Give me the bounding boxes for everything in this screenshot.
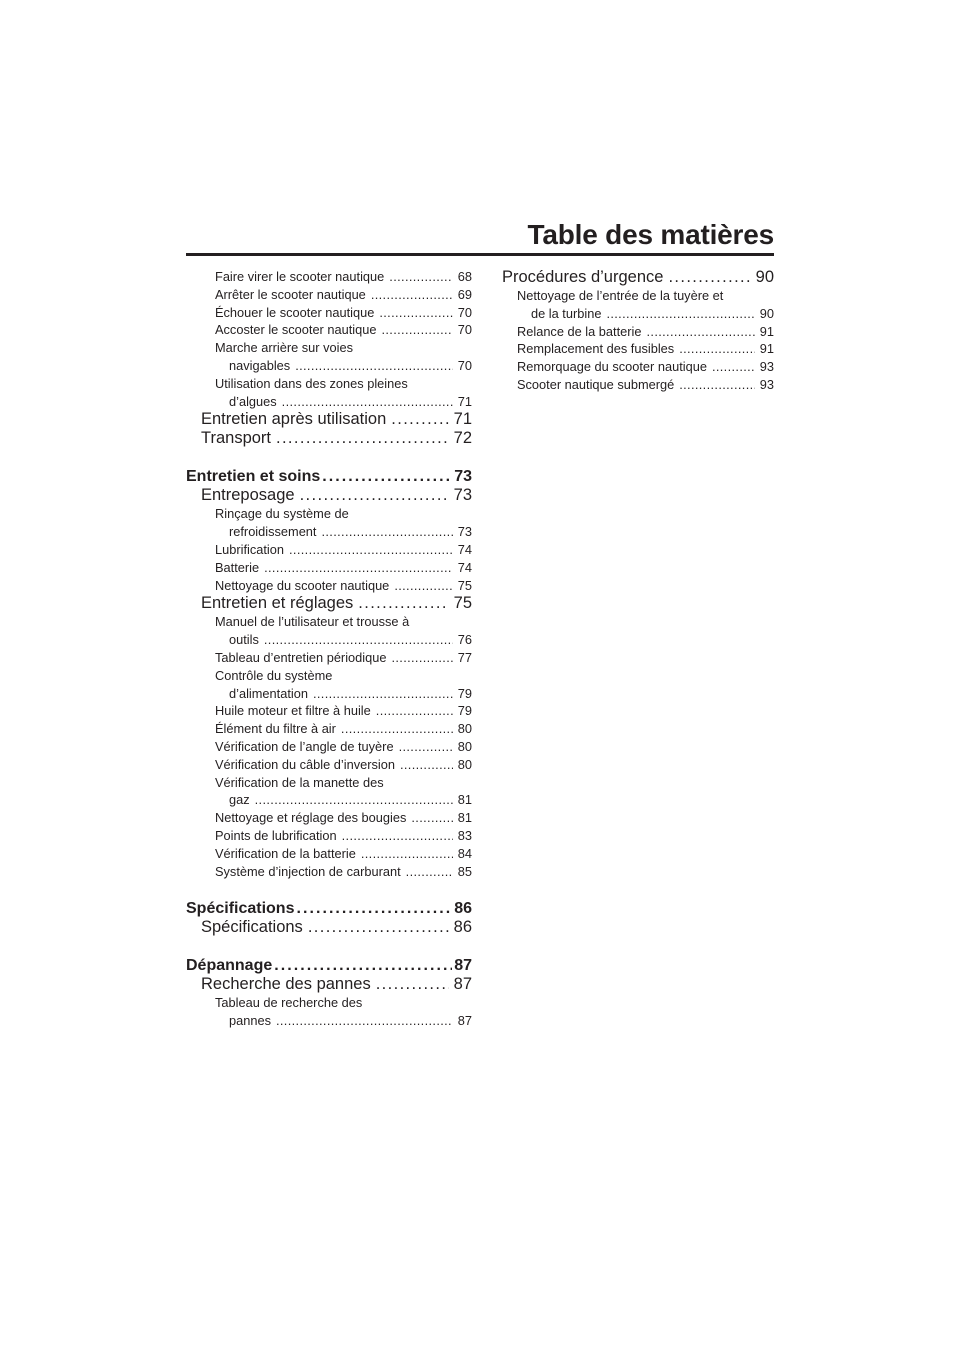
dot-leader	[264, 559, 453, 577]
page-number: 74	[457, 559, 472, 575]
dot-leader	[647, 323, 755, 341]
toc-entry[interactable]: Batterie . . . 74	[186, 559, 472, 577]
dot-leader	[376, 702, 453, 720]
dot-leader	[411, 809, 452, 827]
dot-leader	[399, 738, 453, 756]
toc-entry[interactable]: Tableau d’entretien périodique . . . 77	[186, 649, 472, 667]
dot-leader	[381, 321, 452, 339]
page-number: 85	[457, 863, 472, 879]
page-number: 79	[457, 703, 472, 719]
dot-leader	[289, 541, 453, 559]
page-number: 87	[457, 1013, 472, 1029]
dot-leader	[379, 304, 452, 322]
toc-entry[interactable]: Élément du filtre à air . . . 80	[186, 720, 472, 738]
page-number: 77	[457, 649, 472, 665]
toc-entry[interactable]: Accoster le scooter nautique . . . 70	[186, 321, 472, 339]
page-number: 81	[457, 792, 472, 808]
toc-entry[interactable]: Procédures d’urgence . . . 90	[502, 268, 774, 287]
toc-left-column	[186, 268, 472, 1030]
page-title: Table des matières	[527, 219, 774, 250]
toc-entry[interactable]: Rinçage du système de refroidissement . . . 73	[186, 505, 472, 541]
page-number: 83	[457, 827, 472, 843]
toc-entry[interactable]: Entretien et réglages . . . 75	[186, 594, 472, 613]
dot-leader	[406, 863, 453, 881]
toc-entry[interactable]: Transport . . . 72	[186, 429, 472, 448]
toc-entry[interactable]: Spécifications . . . 86	[186, 918, 472, 937]
section-gap	[186, 880, 472, 900]
toc-entry[interactable]: Vérification du câble d’inversion . . . 80	[186, 756, 472, 774]
page-number: 71	[453, 410, 472, 429]
page-number: 87	[453, 975, 472, 994]
page-number: 80	[457, 756, 472, 772]
dot-leader	[679, 340, 755, 358]
page-number: 84	[457, 845, 472, 861]
toc-entry[interactable]: Tableau de recherche des pannes . . . 87	[186, 994, 472, 1030]
toc-entry[interactable]: Remplacement des fusibles . . . 91	[502, 340, 774, 358]
toc-entry[interactable]: Arrêter le scooter nautique . . . 69	[186, 286, 472, 304]
page-number: 73	[453, 486, 472, 505]
dot-leader	[313, 685, 453, 703]
dot-leader	[389, 268, 452, 286]
toc-entry[interactable]: Scooter nautique submergé . . . 93	[502, 376, 774, 394]
dot-leader	[391, 649, 452, 667]
dot-leader	[400, 756, 453, 774]
toc-entry[interactable]: Faire virer le scooter nautique . . . 68	[186, 268, 472, 286]
dot-leader	[668, 268, 750, 287]
page-number: 70	[457, 357, 472, 373]
toc-entry[interactable]: Système d’injection de carburant . . . 85	[186, 863, 472, 881]
page-number: 80	[457, 738, 472, 754]
page-number: 86	[453, 918, 472, 937]
toc-entry[interactable]: Vérification de la batterie . . . 84	[186, 845, 472, 863]
dot-leader	[321, 523, 452, 541]
toc-entry[interactable]: Remorquage du scooter nautique . . . 93	[502, 358, 774, 376]
page-number: 70	[457, 304, 472, 320]
toc-entry[interactable]: Lubrification . . . 74	[186, 541, 472, 559]
page-number: 70	[457, 322, 472, 338]
title-rule	[186, 253, 774, 256]
page-number: 76	[457, 632, 472, 648]
dot-leader	[712, 358, 755, 376]
toc-entry[interactable]: Vérification de l’angle de tuyère . . . 80	[186, 738, 472, 756]
toc-entry[interactable]: Recherche des pannes . . . 87	[186, 975, 472, 994]
page-number: 91	[759, 341, 774, 357]
page-number: 74	[457, 541, 472, 557]
toc-section-heading[interactable]: Spécifications . . . 86	[186, 900, 472, 918]
page-number: 75	[453, 594, 472, 613]
page-number: 86	[454, 900, 472, 918]
toc-section-heading[interactable]: Dépannage . . . 87	[186, 957, 472, 975]
toc-right-column	[502, 268, 774, 394]
dot-leader	[308, 918, 449, 937]
page-number: 90	[755, 268, 774, 286]
toc-entry[interactable]: Points de lubrification . . . 83	[186, 827, 472, 845]
toc-entry[interactable]: Échouer le scooter nautique . . . 70	[186, 304, 472, 322]
dot-leader	[371, 286, 453, 304]
dot-leader	[300, 486, 449, 505]
page-number: 73	[457, 524, 472, 540]
dot-leader	[376, 975, 449, 994]
page-number: 80	[457, 721, 472, 737]
dot-leader	[679, 376, 755, 394]
toc-entry[interactable]: Entreposage . . . 73	[186, 486, 472, 505]
page-number: 72	[453, 429, 472, 448]
toc-entry[interactable]: Manuel de l’utilisateur et trousse à outils . . . 76	[186, 613, 472, 649]
dot-leader	[394, 577, 452, 595]
dot-leader	[282, 393, 453, 411]
dot-leader	[391, 410, 448, 429]
toc-entry[interactable]: Contrôle du système d’alimentation . . . 79	[186, 667, 472, 703]
dot-leader	[264, 631, 453, 649]
dot-leader	[341, 720, 453, 738]
page-number: 79	[457, 685, 472, 701]
toc-entry[interactable]: Entretien après utilisation . . . 71	[186, 410, 472, 429]
dot-leader	[361, 845, 453, 863]
page-number: 75	[457, 577, 472, 593]
page-number: 90	[759, 305, 774, 321]
page-number: 93	[759, 376, 774, 392]
page-number: 81	[457, 810, 472, 826]
page-number: 73	[454, 468, 472, 486]
page-number: 68	[457, 269, 472, 284]
section-gap	[186, 448, 472, 468]
page-number: 87	[454, 957, 472, 975]
dot-leader	[322, 468, 452, 486]
toc-entry[interactable]: Utilisation dans des zones pleines d’algues . . . 71	[186, 375, 472, 411]
dot-leader	[274, 957, 452, 975]
toc-entry[interactable]: Nettoyage du scooter nautique . . . 75	[186, 577, 472, 595]
dot-leader	[276, 429, 449, 448]
dot-leader	[276, 1012, 453, 1030]
page-number: 71	[457, 393, 472, 409]
page-number: 91	[759, 323, 774, 339]
toc-entry[interactable]: Nettoyage et réglage des bougies . . . 81	[186, 809, 472, 827]
dot-leader	[358, 594, 448, 613]
dot-leader	[295, 357, 453, 375]
toc-entry[interactable]: Vérification de la manette des gaz . . . 81	[186, 774, 472, 810]
toc-entry[interactable]: Huile moteur et filtre à huile . . . 79	[186, 702, 472, 720]
toc-section-heading[interactable]: Entretien et soins . . . 73	[186, 468, 472, 486]
page-number: 69	[457, 286, 472, 302]
page-number: 93	[759, 359, 774, 375]
toc-entry[interactable]: Marche arrière sur voies navigables . . . 70	[186, 339, 472, 375]
dot-leader	[255, 791, 453, 809]
toc-entry[interactable]: Relance de la batterie . . . 91	[502, 323, 774, 341]
dot-leader	[342, 827, 453, 845]
dot-leader	[606, 305, 754, 323]
dot-leader	[296, 900, 452, 918]
toc-entry[interactable]: Nettoyage de l’entrée de la tuyère et de la turbine . . . 90	[502, 287, 774, 323]
section-gap	[186, 937, 472, 957]
